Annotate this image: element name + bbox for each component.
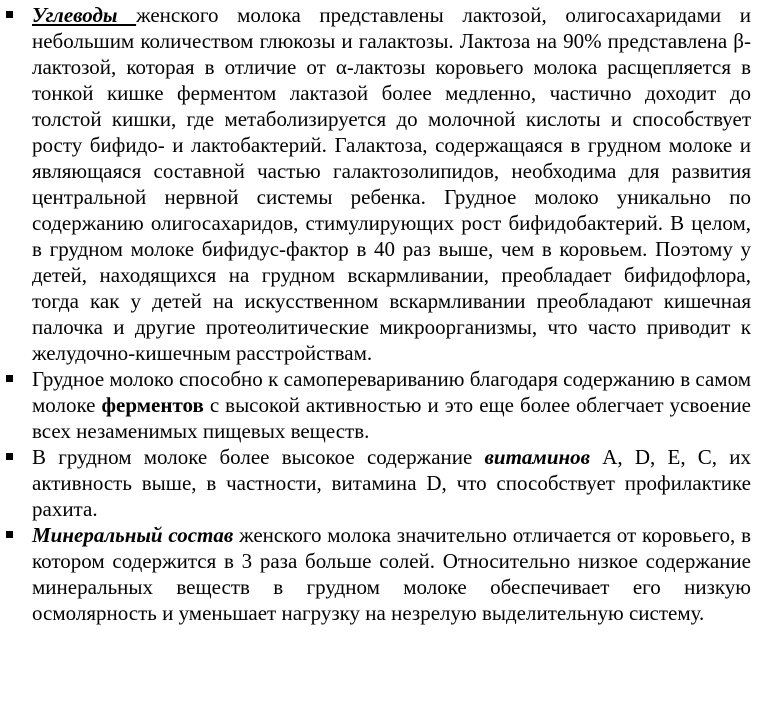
term-minerals: Минеральный состав <box>32 523 234 547</box>
paragraph-text-before: Грудное молоко способно к самоперевариванию благодаря содержанию в самом молоке <box>32 367 751 417</box>
square-bullet-icon <box>6 11 13 18</box>
paragraph-text-after: с высокой активностью и это еще более облегчает усвоение всех незаменимых пищевых веществ. <box>32 393 751 443</box>
term-vitamins: витаминов <box>484 445 591 469</box>
term-carbohydrates: Углеводы <box>32 3 137 27</box>
list-item-minerals <box>6 522 751 626</box>
square-bullet-icon <box>6 375 13 382</box>
square-bullet-icon <box>6 531 13 538</box>
bullet-list <box>6 2 751 626</box>
paragraph-text: женского молока представлены лактозой, олигосахаридами и небольшим количеством глюкозы и галактозы. Лактоза на 90% представлена β-лактозой, которая в отличие от α-лактозы коровьего молока расщепляется в тонкой кишке ферментом лактазой более медленно, частично доходит до толстой кишки, где метаболизируется до молочной кислоты и способствует росту бифидо- и лактобактерий. Галактоза, содержащаяся в грудном молоке и являющаяся составной частью галактозолипидов, необходима для развития центральной нервной системы ребенка. Грудное молоко уникально по содержанию олигосахаридов, стимулирующих рост бифидобактерий. В целом, в грудном молоке бифидус-фактор в 40 раз выше, чем в коровьем. Поэтому у детей, находящихся на грудном вскармливании, преобладает бифидофлора, тогда как у детей на искусственном вскармливании преобладают кишечная палочка и другие протеолитические микроорганизмы, что часто приводит к желудочно-кишечным расстройствам. <box>32 3 751 365</box>
paragraph-text: женского молока значительно отличается от коровьего, в котором содержится в 3 раза больше солей. Относительно низкое содержание минеральных веществ в грудном молоке обеспечивает его низкую осмолярность и уменьшает нагрузку на незрелую выделительную систему. <box>32 523 751 625</box>
term-enzymes: ферментов <box>101 393 204 417</box>
paragraph-text-before: В грудном молоке более высокое содержание <box>32 445 485 469</box>
list-item-enzymes <box>6 366 751 444</box>
paragraph-text-after: А, D, E, C, их активность выше, в частности, витамина D, что способствует профилактике рахита. <box>32 445 752 521</box>
list-item-vitamins <box>6 444 751 522</box>
list-item-carbohydrates <box>6 2 751 366</box>
square-bullet-icon <box>6 453 13 460</box>
